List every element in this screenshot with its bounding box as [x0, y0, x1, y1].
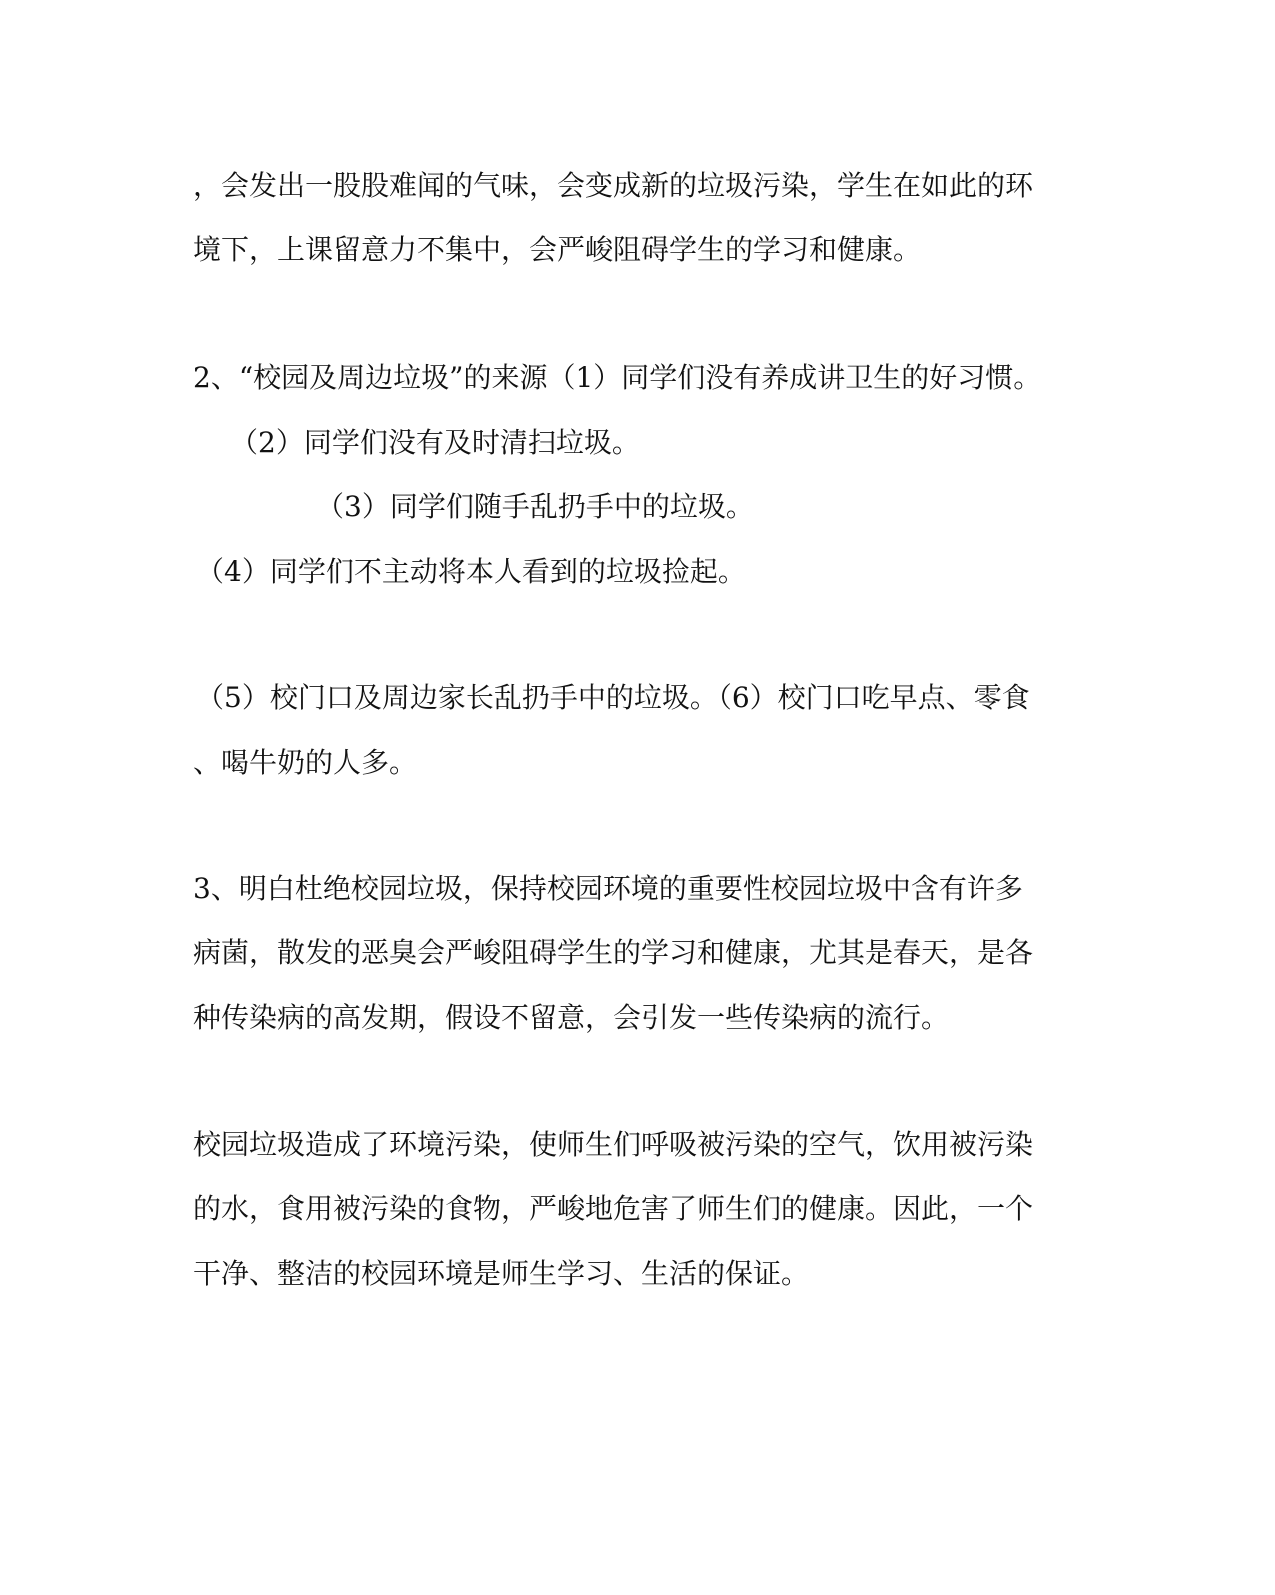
text-line-11: 种传染病的高发期，假设不留意，会引发一些传染病的流行。 — [193, 1001, 950, 1034]
text-line-12: 校园垃圾造成了环境污染，使师生们呼吸被污染的空气，饮用被污染 — [193, 1128, 1034, 1161]
text-line-14: 干净、整洁的校园环境是师生学习、生活的保证。 — [193, 1257, 810, 1290]
text-line-9: 3、明白杜绝校园垃圾，保持校园环境的重要性校园垃圾中含有许多 — [193, 872, 1023, 905]
text-line-4: （2）同学们没有及时清扫垃圾。 — [230, 426, 640, 459]
text-line-10: 病菌，散发的恶臭会严峻阻碍学生的学习和健康，尤其是春天，是各 — [193, 936, 1034, 969]
text-line-13: 的水，食用被污染的食物，严峻地危害了师生们的健康。因此，一个 — [193, 1192, 1034, 1225]
text-line-5: （3）同学们随手乱扔手中的垃圾。 — [316, 490, 754, 523]
text-line-6: （4）同学们不主动将本人看到的垃圾捡起。 — [196, 555, 746, 588]
text-line-2: 境下，上课留意力不集中，会严峻阻碍学生的学习和健康。 — [193, 233, 922, 266]
text-line-8: 、喝牛奶的人多。 — [193, 746, 418, 779]
text-line-3: 2、“校园及周边垃圾”的来源（1）同学们没有养成讲卫生的好习惯。 — [193, 361, 1042, 394]
text-line-7: （5）校门口及周边家长乱扔手中的垃圾。（6）校门口吃早点、零食 — [196, 681, 1030, 714]
text-line-1: ，会发出一股股难闻的气味，会变成新的垃圾污染，学生在如此的环 — [193, 169, 1034, 202]
